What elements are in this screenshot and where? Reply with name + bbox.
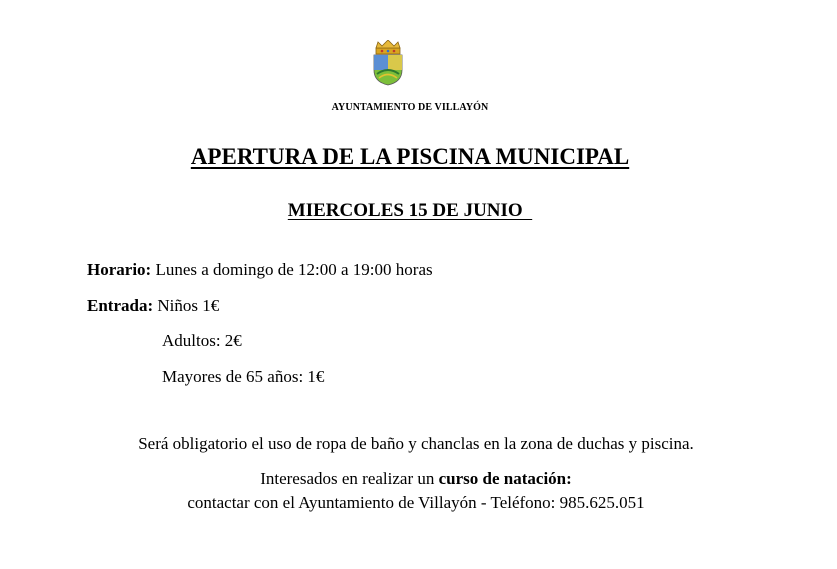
notice-text: Será obligatorio el uso de ropa de baño y chanclas en la zona de duchas y piscina. — [138, 434, 694, 453]
entry-seniors-price: Mayores de 65 años: 1€ — [162, 367, 325, 386]
page-title: APERTURA DE LA PISCINA MUNICIPAL — [190, 144, 630, 169]
entry-adults-price: Adultos: 2€ — [162, 331, 242, 350]
contact-line: contactar con el Ayuntamiento de Villayón - Teléfono: 985.625.051 — [187, 493, 645, 512]
entry-children-price: Niños 1€ — [153, 296, 220, 315]
entry-line — [87, 296, 219, 316]
event-date: MIERCOLES 15 DE JUNIO — [287, 200, 533, 221]
organization-name: AYUNTAMIENTO DE VILLAYÓN — [331, 102, 489, 113]
course-intro: Interesados en realizar un — [260, 469, 439, 488]
coat-of-arms-icon — [371, 40, 405, 86]
course-line — [0, 469, 832, 489]
schedule-line — [87, 260, 433, 280]
schedule-value: Lunes a domingo de 12:00 a 19:00 horas — [151, 260, 433, 279]
schedule-label: Horario: — [87, 260, 152, 279]
entry-label: Entrada: — [87, 296, 154, 315]
course-highlight: curso de natación: — [438, 469, 572, 488]
